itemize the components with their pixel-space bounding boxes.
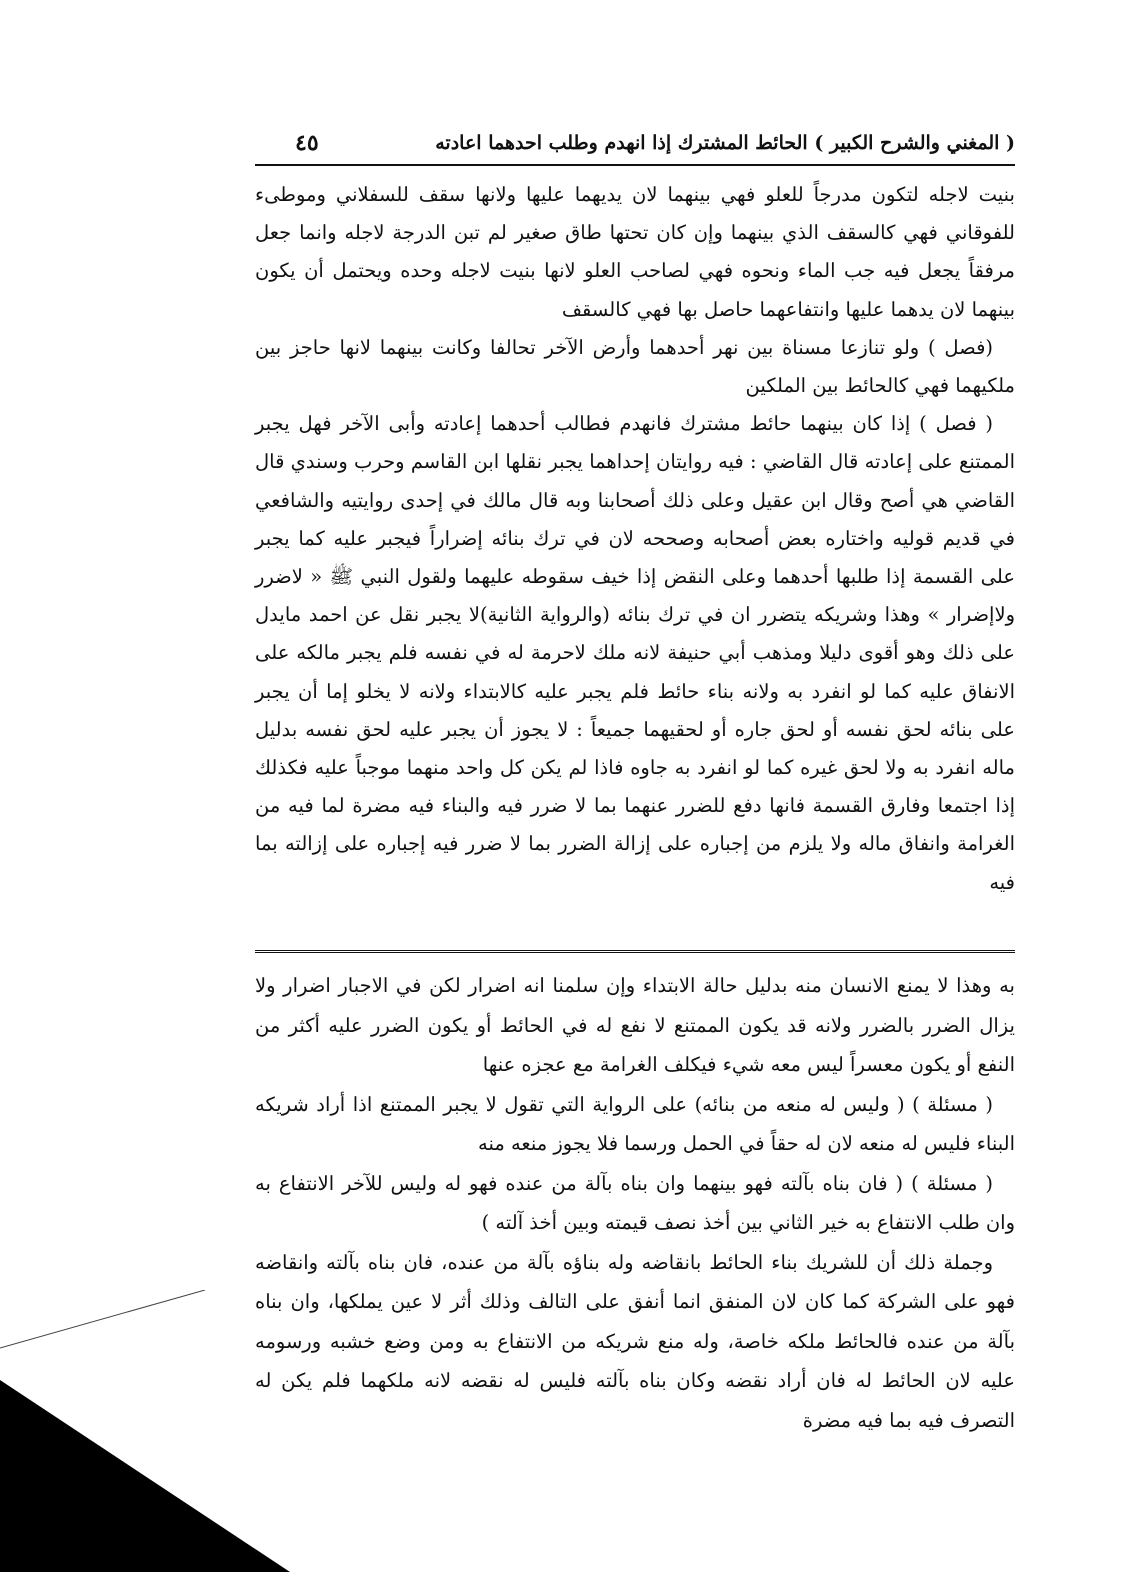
upper-text-block [255, 176, 1015, 902]
folded-corner-shadow [0, 1290, 300, 1572]
paragraph: ( فصل ) إذا كان بينهما حائط مشترك فانهدم فطالب أحدهما إعادته وأبى الآخر فهل يجبر الممتنع على إعادته قال القاضي : فيه روايتان إحداهما يجبر نقلها ابن القاسم وحرب وسندي قال القاضي هي أصح وقال ابن عقيل وعلى ذلك أصحابنا وبه قال مالك في إحدى روايتيه والشافعي في قديم قوليه واختاره بعض أصحابه وصححه لان في ترك بنائه إضراراً فيجبر عليه كما يجبر على القسمة إذا طلبها أحدهما وعلى النقض إذا خيف سقوطه عليهما ولقول النبي ﷺ « لاضرر ولاإضرار » وهذا وشريكه يتضرر ان في ترك بنائه (والرواية الثانية)لا يجبر نقل عن احمد مايدل على ذلك وهو أقوى دليلا ومذهب أبي حنيفة لانه ملك لاحرمة له في نفسه فلم يجبر مالكه على الانفاق عليه كما لو انفرد به ولانه بناء حائط فلم يجبر عليه كالابتداء ولانه لا يخلو إما أن يجبر على بنائه لحق نفسه أو لحق جاره أو لحقيهما جميعاً : لا يجوز أن يجبر عليه لحق نفسه بدليل ماله انفرد به ولا لحق غيره كما لو انفرد به جاوه فاذا لم يكن كل واحد منهما موجباً عليه فكذلك إذا اجتمعا وفارق القسمة فانها دفع للضرر عنهما بما لا ضرر فيه والبناء فيه مضرة لما فيه من الغرامة وانفاق ماله ولا يلزم من إجباره على إزالة الضرر بما لا ضرر فيه إجباره على إزالته بما فيه [255, 412, 1015, 894]
page-number: ٤٥ [295, 130, 319, 156]
paragraph: به وهذا لا يمنع الانسان منه بدليل حالة الابتداء وإن سلمنا انه اضرار لكن في الاجبار اضرار ولا يزال الضرر بالضرر ولانه قد يكون الممتنع لا نفع له في الحائط أو يكون الضرر عليه أكثر من النفع أو يكون معسراً ليس معه شيء فيكلف الغرامة مع عجزه عنها [255, 974, 1015, 1076]
paragraph: بنيت لاجله لتكون مدرجاً للعلو فهي بينهما لان يديهما عليها ولانها سقف للسفلاني وموطىء للفوقاني فهي كالسقف الذي بينهما وإن كان تحتها طاق صغير لم تبن الدرجة لاجله وانما جعل مرفقاً يجعل فيه جب الماء ونحوه فهي لصاحب العلو لانها بنيت لاجله وحده ويحتمل أن يكون بينهما لان يدهما عليها وانتفاعهما حاصل بها فهي كالسقف [255, 183, 1015, 321]
lower-text-block [255, 966, 1015, 1440]
header-rule [255, 164, 1015, 166]
paragraph: ( مسئلة ) ( فان بناه بآلته فهو بينهما وان بناه بآلة من عنده فهو له وليس للآخر الانتفاع به وان طلب الانتفاع به خير الثاني بين أخذ نصف قيمته وبين أخذ آلته ) [255, 1171, 1015, 1234]
paragraph: ( مسئلة ) ( وليس له منعه من بنائه) على الرواية التي تقول لا يجبر الممتنع اذا أراد شريكه البناء فليس له منعه لان له حقاً في الحمل ورسما فلا يجوز منعه منه [255, 1092, 1015, 1155]
paragraph: وجملة ذلك أن للشريك بناء الحائط بانقاضه وله بناؤه بآلة من عنده، فان بناه بآلته وانقاضه فهو على الشركة كما كان لان المنفق انما أنفق على التالف وذلك أثر لا عين يملكها، وان بناه بآلة من عنده فالحائط ملكه خاصة، وله منع شريكه من الانتفاع به ومن وضع خشبه ورسومه عليه لان الحائط له فان أراد نقضه وكان بناه بآلته فليس له نقضه لانه ملكهما فلم يكن له التصرف فيه بما فيه مضرة [255, 1250, 1015, 1432]
paragraph: (فصل ) ولو تنازعا مسناة بين نهر أحدهما وأرض الآخر تحالفا وكانت بينهما لانها حاجز بين ملكيهما فهي كالحائط بين الملكين [255, 335, 1015, 398]
running-header [255, 128, 1015, 160]
header-title: ( المغني والشرح الكبير ) الحائط المشترك إذا انهدم وطلب احدهما اعادته [435, 132, 1015, 154]
section-divider [255, 950, 1015, 953]
